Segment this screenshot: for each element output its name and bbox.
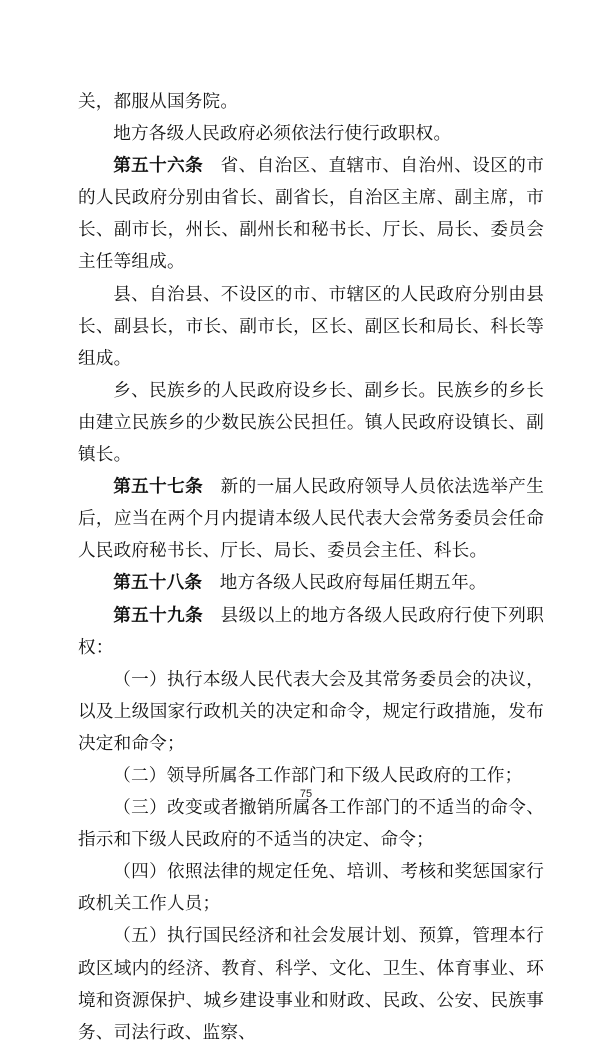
clause-5: （五）执行国民经济和社会发展计划、预算，管理本行政区域内的经济、教育、科学、文化、卫生、体育事业、环境和资源保护、城乡建设事业和财政、民政、公安、民族事务、司法行政、监察、 [78, 926, 544, 1043]
article-59: 第五十九条 县级以上的地方各级人民政府行使下列职权： [78, 605, 544, 658]
body-text [78, 86, 544, 1049]
paragraph-4: 县、自治县、不设区的市、市辖区的人民政府分别由县长、副县长，市长、副市长，区长、副区长和局长、科长等组成。 [78, 284, 544, 369]
article-58: 第五十八条 地方各级人民政府每届任期五年。 [113, 573, 487, 594]
paragraph-1: 关，都服从国务院。 [78, 92, 239, 112]
article-57: 第五十七条 新的一届人民政府领导人员依法选举产生后，应当在两个月内提请本级人民代表大会常务委员会任命人民政府秘书长、厅长、局长、委员会主任、科长。 [78, 477, 544, 562]
page-number: 75 [299, 788, 313, 800]
clause-3: （三）改变或者撤销所属各工作部门的不适当的命令、指示和下级人民政府的不适当的决定、命令； [78, 798, 544, 851]
paragraph-5: 乡、民族乡的人民政府设乡长、副乡长。民族乡的乡长由建立民族乡的少数民族公民担任。镇人民政府设镇长、副镇长。 [78, 380, 544, 466]
clause-4: （四）依照法律的规定任免、培训、考核和奖惩国家行政机关工作人员； [78, 862, 544, 915]
paragraph-2: 地方各级人民政府必须依法行使行政职权。 [113, 124, 452, 145]
article-56: 第五十六条 省、自治区、直辖市、自治州、设区的市的人民政府分别由省长、副省长，自治区主席、副主席，市长、副市长，州长、副州长和秘书长、厅长、局长、委员会主任等组成。 [78, 156, 544, 273]
article-number: 第五十八条 [113, 573, 203, 594]
article-number: 第五十七条 [113, 477, 204, 498]
article-number: 第五十六条 [113, 156, 204, 177]
clause-2: （二）领导所属各工作部门和下级人民政府的工作； [113, 765, 523, 786]
clause-1: （一）执行本级人民代表大会及其常务委员会的决议，以及上级国家行政机关的决定和命令，规定行政措施，发布决定和命令； [78, 669, 544, 754]
article-number: 第五十九条 [113, 605, 204, 626]
